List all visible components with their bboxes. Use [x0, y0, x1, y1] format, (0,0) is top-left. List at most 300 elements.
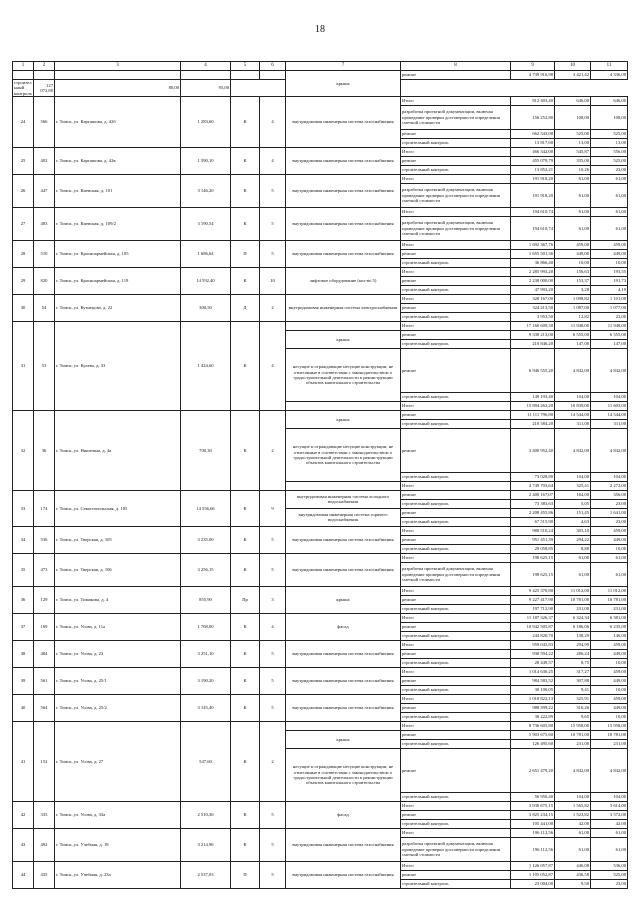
cost-cell: 3 930 675,15 [511, 801, 555, 810]
unit-cost-cell: 5,05 [555, 499, 591, 508]
row-number-cell: 40 [13, 694, 34, 721]
class-cell: К [231, 694, 260, 721]
cost-cell: 194 610,74 [511, 207, 555, 216]
work-kind-cell: строительный контроль [401, 138, 511, 147]
address-cell: г. Томск, ул. Красноармейская, д. 105 [55, 240, 181, 267]
unit-cost-cell: 307,88 [555, 676, 591, 685]
row-number-cell: 24 [13, 96, 34, 147]
floors-cell: 5 [260, 667, 286, 694]
cost-cell: 196 112,56 [511, 837, 555, 861]
limit-cost-cell: 61,00 [591, 207, 628, 216]
work-kind-cell: ремонт [401, 703, 511, 712]
work-type-cell: внутридомовая инженерная система электроснабжения [286, 294, 401, 321]
class-cell: К [231, 828, 260, 861]
work-kind-cell: строительный контроль [14, 80, 32, 96]
table-row [13, 267, 628, 276]
address-cell: г. Томск, ул. Кузнецова, д. 22 [55, 294, 181, 321]
cost-cell: 23 004,00 [511, 879, 555, 888]
cost-cell: 2 285 993,20 [511, 267, 555, 276]
work-type-cell [286, 401, 401, 410]
unit-cost-cell: 61,00 [555, 183, 591, 207]
cost-cell: 984 583,52 [511, 676, 555, 685]
class-cell: К [231, 207, 260, 240]
unit-cost-cell: 104,00 [555, 472, 591, 481]
work-kind-cell: строительный контроль [401, 544, 511, 553]
table-body [13, 71, 628, 889]
unit-cost-cell: 13,00 [555, 138, 591, 147]
cost-cell: 9 227 417,90 [511, 595, 555, 604]
work-type-cell: внутридомовая инженерная система газоснабжения [286, 667, 401, 694]
work-kind-cell: Итого [401, 401, 511, 410]
work-type-cell: крыша [286, 410, 401, 428]
floors-cell: 2 [260, 294, 286, 321]
work-kind-cell: ремонт [401, 276, 511, 285]
unit-cost-cell: 1 565,82 [555, 801, 591, 810]
unit-cost-cell: 10 781,00 [555, 595, 591, 604]
work-kind-cell: строительный контроль [401, 658, 511, 667]
cost-cell: 1 014 630,25 [511, 667, 555, 676]
floors-cell: 2 [260, 410, 286, 490]
work-kind-cell: строительный контроль [401, 392, 511, 401]
floors-cell: 4 [260, 96, 286, 147]
work-type-cell: крыша [286, 730, 401, 748]
row-number-cell [13, 71, 34, 80]
limit-cost-cell: 15 958,00 [591, 721, 628, 730]
work-type-cell: внутридомовая инженерная система газоснабжения [286, 553, 401, 586]
unit-cost-cell: 151,45 [555, 508, 591, 517]
row-number-cell: 26 [13, 174, 34, 207]
work-kind-cell: строительный контроль [401, 792, 511, 801]
floors-cell: 3 [260, 586, 286, 613]
limit-cost-cell: 42,00 [591, 819, 628, 828]
column-header-2: 2 [34, 62, 55, 71]
floors-cell: 4 [260, 147, 286, 174]
unit-cost-cell: 525,00 [555, 129, 591, 138]
table-row [13, 490, 628, 499]
cost-cell: 30 100,05 [511, 685, 555, 694]
floors-cell: 5 [260, 207, 286, 240]
building-id-cell: 484 [34, 640, 55, 667]
column-header-1: 1 [13, 62, 34, 71]
address-cell: г. Томск, ул. Кулева, д. 33 [55, 321, 181, 410]
cost-cell: 156 252,80 [511, 105, 555, 129]
limit-cost-cell: 23,00 [591, 499, 628, 508]
limit-cost-cell: 449,00 [591, 535, 628, 544]
unit-cost-cell: 231,00 [555, 604, 591, 613]
cost-cell: 2 208 455,86 [511, 508, 555, 517]
table-row [13, 613, 628, 622]
limit-cost-cell: 193,55 [591, 267, 628, 276]
column-header-10: 10 [555, 62, 591, 71]
work-kind-cell: строительный контроль [401, 312, 511, 321]
cost-cell: 1 655 501,36 [511, 249, 555, 258]
address-cell: г. Томск, ул. Киевская, д. 109/2 [55, 207, 181, 240]
limit-cost-cell: 147,00 [591, 339, 628, 348]
row-number-cell: 33 [13, 490, 34, 526]
row-number-cell: 27 [13, 207, 34, 240]
floors-cell: 5 [260, 240, 286, 267]
limit-cost-cell: 61,00 [591, 174, 628, 183]
work-kind-cell: Итого [401, 828, 511, 837]
limit-cost-cell: 525,00 [591, 870, 628, 879]
work-kind-cell: разработка проектной документации, включая проведение проверки достоверности определения сметной стоимости [401, 562, 511, 586]
work-kind-cell: Итого [401, 240, 511, 249]
row-number-cell: 36 [13, 586, 34, 613]
table-row [13, 861, 628, 870]
limit-cost-cell: 4,19 [591, 285, 628, 294]
table-row [13, 174, 628, 183]
unit-cost-cell: 4 842,00 [555, 428, 591, 472]
limit-cost-cell: 104,00 [591, 392, 628, 401]
table-row [13, 410, 628, 419]
cost-cell: 36 866,40 [511, 258, 555, 267]
building-id-cell: 174 [34, 490, 55, 526]
work-kind-cell: строительный контроль [401, 258, 511, 267]
work-kind-cell: ремонт [401, 730, 511, 739]
building-id-cell: 566 [34, 96, 55, 147]
area-cell: 3 235,00 [181, 526, 231, 553]
work-type-cell: внутридомовая инженерная система газоснабжения [286, 240, 401, 267]
building-id-cell: 492 [34, 828, 55, 861]
area-cell: 3 190,20 [181, 667, 231, 694]
address-cell [55, 71, 181, 80]
address-cell: г. Томск, ул. Карташова, д. 42б [55, 96, 181, 147]
work-kind-cell: Итого [401, 96, 511, 105]
cost-cell: 149 193,40 [511, 392, 555, 401]
cost-cell: 194 610,74 [511, 216, 555, 240]
limit-cost-cell: 23,00 [591, 879, 628, 888]
building-id-cell: 473 [34, 553, 55, 586]
row-number-cell: 28 [13, 240, 34, 267]
row-number-cell: 25 [13, 147, 34, 174]
unit-cost-cell: 436,58 [555, 870, 591, 879]
table-row [13, 721, 628, 730]
limit-cost-cell: 525,00 [591, 129, 628, 138]
building-id-cell: 53 [34, 321, 55, 410]
class-cell: К [231, 640, 260, 667]
cost-cell: 191 918,20 [511, 174, 555, 183]
table-row [13, 294, 628, 303]
limit-cost-cell: 61,00 [591, 553, 628, 562]
work-kind-cell: ремонт [401, 870, 511, 879]
limit-cost-cell: 61,00 [591, 837, 628, 861]
class-cell: К [231, 174, 260, 207]
area-cell: 1 768,00 [181, 613, 231, 640]
header-row [13, 62, 628, 71]
limit-cost-cell: 2 272,00 [591, 481, 628, 490]
floors-cell: 5 [260, 828, 286, 861]
class-cell: К [231, 526, 260, 553]
table-row [13, 640, 628, 649]
limit-cost-cell: 10,00 [591, 544, 628, 553]
work-kind-cell: ремонт [401, 410, 511, 419]
unit-cost-cell: 8,88 [555, 544, 591, 553]
work-kind-cell: Итого [401, 553, 511, 562]
work-kind-cell: ремонт [401, 129, 511, 138]
unit-cost-cell: 80,00 [55, 80, 181, 97]
unit-cost-cell: 286,24 [555, 649, 591, 658]
cost-cell: 29 058,85 [511, 544, 555, 553]
work-kind-cell: Итого [401, 613, 511, 622]
limit-cost-cell: 6 555,00 [591, 330, 628, 339]
row-number-cell: 43 [13, 828, 34, 861]
building-id-cell: 561 [34, 667, 55, 694]
work-kind-cell: ремонт [401, 348, 511, 392]
work-kind-cell: Итого [401, 267, 511, 276]
area-cell: 3 214,96 [181, 828, 231, 861]
address-cell: г. Томск, ул. Тимакова, д. 4 [55, 586, 181, 613]
class-cell: П [231, 240, 260, 267]
table-row [13, 240, 628, 249]
work-type-cell: несущие и ограждающие несущие конструкции, не отнесенные в соответствии с законодательством о градостроительной деятельности к реконструкции объектов капитального строительства [286, 428, 401, 481]
unit-cost-cell: 153,37 [555, 276, 591, 285]
cost-cell: 47 993,20 [511, 285, 555, 294]
unit-cost-cell: 61,00 [555, 216, 591, 240]
floors-cell: 5 [260, 861, 286, 888]
limit-cost-cell: 231,00 [591, 604, 628, 613]
work-type-cell: внутридомовая инженерная система газоснабжения [286, 640, 401, 667]
table-row [13, 71, 628, 80]
floors-cell: 5 [260, 640, 286, 667]
area-cell: 1 283,60 [181, 96, 231, 147]
table-row [13, 667, 628, 676]
work-kind-cell: ремонт [401, 748, 511, 792]
limit-cost-cell: 525,00 [591, 156, 628, 165]
unit-cost-cell: 104,00 [555, 392, 591, 401]
cost-cell: 662 343,00 [511, 129, 555, 138]
work-kind-cell: Итого [401, 294, 511, 303]
work-type-cell: внутридомовая инженерная система газоснабжения [286, 207, 401, 240]
work-kind-cell: ремонт [401, 490, 511, 499]
row-number-cell: 29 [13, 267, 34, 294]
unit-cost-cell: 311,00 [555, 419, 591, 428]
work-kind-cell: Итого [401, 174, 511, 183]
cost-cell: 2 651 479,20 [511, 748, 555, 792]
floors-cell: 10 [260, 267, 286, 294]
cost-cell: 8 736 605,80 [511, 721, 555, 730]
work-kind-cell: строительный контроль [401, 285, 511, 294]
unit-cost-cell: 61,00 [555, 207, 591, 216]
table-row [13, 553, 628, 562]
work-kind-cell: ремонт [401, 156, 511, 165]
area-cell: 2 510,30 [181, 801, 231, 828]
area-cell [181, 71, 231, 80]
unit-cost-cell: 231,00 [555, 739, 591, 748]
building-id-cell: 333 [34, 801, 55, 828]
work-kind-cell: ремонт [401, 303, 511, 312]
unit-cost-cell: 335,00 [555, 156, 591, 165]
table-row [13, 96, 628, 105]
address-cell: г. Томск, ул. Севастопольская, д. 105 [55, 490, 181, 526]
address-cell: г. Томск, ул. Усова, д. 27 [55, 721, 181, 801]
cost-cell: 244 820,70 [511, 631, 555, 640]
class-cell: К [231, 490, 260, 526]
cost-cell: 959 043,83 [511, 640, 555, 649]
column-header-8: 8 [401, 62, 511, 71]
work-type-cell: внутридомовая инженерная система газоснабжения [286, 96, 401, 147]
cost-cell: 1 126 057,87 [511, 861, 555, 870]
work-kind-cell: Итого [401, 667, 511, 676]
limit-cost-cell: 10,00 [591, 658, 628, 667]
cost-cell: 9 425 370,80 [511, 586, 555, 595]
cost-cell: 210 584,20 [511, 419, 555, 428]
limit-cost-cell: 14 544,00 [591, 410, 628, 419]
work-type-cell: несущие и ограждающие несущие конструкции, не отнесенные в соответствии с законодательством о градостроительной деятельности к реконструкции объектов капитального строительства [286, 348, 401, 401]
limit-cost-cell: 61,00 [591, 828, 628, 837]
limit-cost-cell: 10 781,00 [591, 595, 628, 604]
limit-cost-cell: 23,00 [591, 312, 628, 321]
work-type-cell: внутридомовая инженерная система газоснабжения [286, 828, 401, 861]
work-type-cell: внутридомовая инженерная система горячего водоснабжения [286, 508, 401, 526]
unit-cost-cell: 164,00 [555, 490, 591, 499]
column-header-4: 4 [181, 62, 231, 71]
unit-cost-cell: 10 781,00 [555, 730, 591, 739]
unit-cost-cell: 156,63 [555, 267, 591, 276]
table-row [13, 801, 628, 810]
limit-cost-cell: 311,00 [591, 419, 628, 428]
limit-cost-cell: 10,00 [591, 712, 628, 721]
table-row [13, 526, 628, 535]
unit-cost-cell: 147,00 [555, 339, 591, 348]
limit-cost-cell: 449,00 [591, 703, 628, 712]
work-type-cell [286, 721, 401, 730]
building-id-cell: 564 [34, 694, 55, 721]
work-kind-cell: ремонт [401, 535, 511, 544]
unit-cost-cell: 6 186,06 [555, 622, 591, 631]
unit-cost-cell: 4 842,00 [555, 348, 591, 392]
table-row [13, 207, 628, 216]
cost-cell: 56 950,40 [511, 792, 555, 801]
cost-cell: 30 222,89 [511, 712, 555, 721]
cost-cell: 1 018 822,13 [511, 694, 555, 703]
unit-cost-cell: 108,00 [555, 105, 591, 129]
cost-cell: 4 749 703,64 [511, 481, 555, 490]
cost-cell: 466 342,00 [511, 147, 555, 156]
cost-cell: 15 894 262,20 [511, 401, 555, 410]
cost-cell: 980 510,24 [511, 526, 555, 535]
area-cell: 300,50 [181, 294, 231, 321]
work-type-cell: внутридомовая инженерная система газоснабжения [286, 147, 401, 174]
class-cell: П [231, 861, 260, 888]
building-id-cell: 447 [34, 174, 55, 207]
work-kind-cell: Итого [401, 207, 511, 216]
cost-cell: 812 403,40 [511, 96, 555, 105]
row-number-cell: 34 [13, 526, 34, 553]
cost-cell: 3 400 952,40 [511, 428, 555, 472]
work-type-cell: лифтовое оборудование (кол-во 5) [286, 267, 401, 294]
work-kind-cell: ремонт [401, 249, 511, 258]
unit-cost-cell: 61,00 [555, 828, 591, 837]
address-cell: г. Томск, ул. Учебная, д. 18 [55, 828, 181, 861]
row-number-cell: 31 [13, 321, 34, 410]
unit-cost-cell: 11 012,00 [555, 586, 591, 595]
work-type-cell: внутридомовая инженерная система газоснабжения [286, 861, 401, 888]
cost-cell: 126 495,60 [511, 739, 555, 748]
unit-cost-cell: 61,00 [555, 562, 591, 586]
cost-cell: 6 946 555,20 [511, 348, 555, 392]
class-cell: К [231, 410, 260, 490]
floors-cell: 5 [260, 174, 286, 207]
cost-cell: 196 112,56 [511, 828, 555, 837]
building-id-cell: 536 [34, 526, 55, 553]
cost-cell: 11 187 326,37 [511, 613, 555, 622]
cost-cell: 73 028,80 [511, 472, 555, 481]
building-id-cell: 820 [34, 267, 55, 294]
limit-cost-cell: 231,00 [591, 739, 628, 748]
unit-cost-cell: 9,50 [555, 879, 591, 888]
unit-cost-cell: 294,99 [555, 640, 591, 649]
work-kind-cell: строительный контроль [401, 165, 511, 174]
unit-cost-cell: 61,00 [555, 837, 591, 861]
limit-cost-cell: 646,00 [591, 96, 628, 105]
work-kind-cell: ремонт [401, 649, 511, 658]
column-header-3: 3 [55, 62, 181, 71]
unit-cost-cell: 104,00 [555, 792, 591, 801]
cost-cell: 2 238 000,00 [511, 276, 555, 285]
unit-cost-cell: 9,65 [555, 712, 591, 721]
cost-cell: 13 852,21 [511, 165, 555, 174]
limit-cost-cell: 449,00 [591, 249, 628, 258]
unit-cost-cell: 316,26 [555, 703, 591, 712]
address-cell: г. Томск, ул. Тверская, д. 105 [55, 526, 181, 553]
work-kind-cell: строительный контроль [401, 419, 511, 428]
unit-cost-cell: 6 555,00 [555, 330, 591, 339]
work-kind-cell: строительный контроль [401, 879, 511, 888]
unit-cost-cell: 3,28 [555, 285, 591, 294]
address-cell: г. Томск, ул. Киевская, д. 101 [55, 174, 181, 207]
work-type-cell: фасад [286, 801, 401, 828]
unit-cost-cell: 14 544,00 [555, 410, 591, 419]
area-cell: 14 592,40 [181, 267, 231, 294]
work-kind-cell: разработка проектной документации, включая проведение проверки достоверности определения сметной стоимости [401, 183, 511, 207]
limit-cost-cell: 61,00 [591, 216, 628, 240]
work-kind-cell: Итого [401, 321, 511, 330]
address-cell: г. Томск, ул. Карташова, д. 42в [55, 147, 181, 174]
cost-cell: 11 111 796,80 [511, 410, 555, 419]
floors-cell: 5 [260, 526, 286, 553]
work-type-cell: внутридомовая инженерная система газоснабжения [286, 694, 401, 721]
limit-cost-cell: 104,00 [591, 472, 628, 481]
address-cell: г. Томск, ул. Усова, д. 11а [55, 613, 181, 640]
limit-cost-cell: 6 381,00 [591, 613, 628, 622]
work-type-cell: внутридомовая инженерная система газоснабжения [286, 526, 401, 553]
limit-cost-cell: 10 781,00 [591, 730, 628, 739]
class-cell: К [231, 667, 260, 694]
unit-cost-cell: 3 421,42 [555, 71, 591, 80]
building-id-cell: 54 [34, 294, 55, 321]
unit-cost-cell: 12,82 [555, 312, 591, 321]
table-row [13, 147, 628, 156]
work-kind-cell: строительный контроль [401, 517, 511, 526]
row-number-cell: 44 [13, 861, 34, 888]
class-cell: Д [231, 294, 260, 321]
limit-cost-cell: 61,00 [591, 562, 628, 586]
limit-cost-cell: 1 077,00 [591, 303, 628, 312]
unit-cost-cell: 42,00 [555, 819, 591, 828]
limit-cost-cell: 3 614,00 [591, 801, 628, 810]
cost-cell: 5 903 675,60 [511, 730, 555, 739]
floors-cell: 4 [260, 613, 286, 640]
area-cell: 1 424,60 [181, 321, 231, 410]
work-kind-cell: ремонт [401, 810, 511, 819]
address-cell: г. Томск, ул. Усова, д. 23 [55, 640, 181, 667]
unit-cost-cell: 1 087,00 [555, 303, 591, 312]
row-number-cell: 37 [13, 613, 34, 640]
class-cell: К [231, 721, 260, 801]
unit-cost-cell: 459,00 [555, 240, 591, 249]
limit-cost-cell: 459,00 [591, 694, 628, 703]
limit-cost-cell: 1 641,00 [591, 508, 628, 517]
